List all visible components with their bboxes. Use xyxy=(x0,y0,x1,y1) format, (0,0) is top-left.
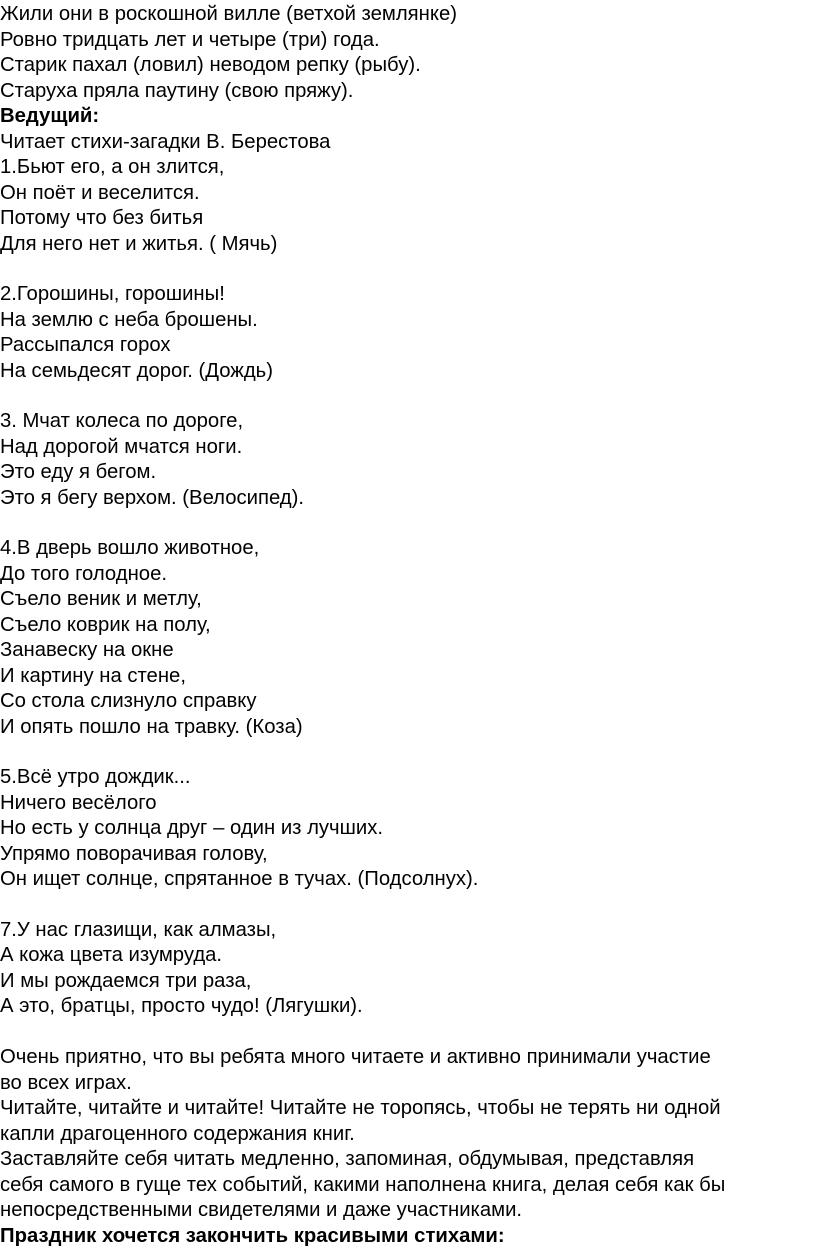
riddle-line: 2.Горошины, горошины! xyxy=(0,283,225,305)
riddle-line: Над дорогой мчатся ноги. xyxy=(0,435,243,458)
riddle-line: Для него нет и житья. ( Мячь) xyxy=(0,232,278,255)
riddle-4 xyxy=(0,536,816,740)
riddle-line: Он ищет солнце, спрятанное в тучах. (Подсолнух). xyxy=(0,868,479,890)
riddle-2 xyxy=(0,282,816,384)
paragraph-gap xyxy=(0,893,816,918)
host-intro: Читает стихи-загадки В. Берестова xyxy=(0,130,331,153)
riddle-line: Со стола слизнуло справку xyxy=(0,690,257,712)
riddle-line: 1.Бьют его, а он злится, xyxy=(0,156,225,178)
riddle-3 xyxy=(0,409,816,511)
paragraph-gap xyxy=(0,257,816,282)
riddle-line: На семьдесят дорог. (Дождь) xyxy=(0,359,274,382)
riddle-line: 4.В дверь вошло животное, xyxy=(0,537,260,559)
closing-line: Читайте, читайте и читайте! Читайте не торопясь, чтобы не терять ни одной xyxy=(0,1097,721,1119)
riddle-line: И мы рождаемся три раза, xyxy=(0,969,252,992)
riddle-7 xyxy=(0,918,816,1020)
riddle-line: Съело коврик на полу, xyxy=(0,613,211,636)
riddle-line: 7.У нас глазищи, как алмазы, xyxy=(0,918,277,941)
riddle-line: До того голодное. xyxy=(0,562,167,585)
riddle-line: Рассыпался горох xyxy=(0,334,171,356)
final-line: Праздник хочется закончить красивыми стихами: xyxy=(0,1224,505,1247)
riddle-line: Это я бегу верхом. (Велосипед). xyxy=(0,486,305,509)
riddle-line: А кожа цвета изумруда. xyxy=(0,944,223,966)
closing-line: капли драгоценного содержания книг. xyxy=(0,1122,355,1145)
riddle-line: Упрямо поворачивая голову, xyxy=(0,842,268,865)
paragraph-gap xyxy=(0,1020,816,1046)
riddle-line: А это, братцы, просто чудо! (Лягушки). xyxy=(0,995,363,1017)
riddle-line: 5.Всё утро дождик... xyxy=(0,766,191,788)
riddle-line: Занавеску на окне xyxy=(0,639,174,661)
paragraph-gap xyxy=(0,384,816,409)
intro-line: Старуха пряла паутину (свою пряжу). xyxy=(0,79,354,102)
closing-line: Заставляйте себя читать медленно, запоминая, обдумывая, представляя xyxy=(0,1148,695,1170)
closing-line: себя самого в гуще тех событий, какими наполнена книга, делая себя как бы xyxy=(0,1173,726,1196)
intro-line: Старик пахал (ловил) неводом репку (рыбу). xyxy=(0,54,421,76)
riddle-line: Съело веник и метлу, xyxy=(0,588,202,610)
riddle-line: Он поёт и веселится. xyxy=(0,181,200,204)
document-page xyxy=(0,2,816,1249)
riddle-1 xyxy=(0,155,816,257)
paragraph-gap xyxy=(0,740,816,765)
riddle-line: Это еду я бегом. xyxy=(0,461,157,483)
riddle-line: Но есть у солнца друг – один из лучших. xyxy=(0,817,383,839)
riddle-line: На землю с неба брошены. xyxy=(0,308,258,331)
paragraph-gap xyxy=(0,511,816,536)
closing-line: Очень приятно, что вы ребята много читаете и активно принимали участие xyxy=(0,1046,711,1068)
riddle-5 xyxy=(0,765,816,893)
riddle-line: И опять пошло на травку. (Коза) xyxy=(0,715,303,738)
closing-line: непосредственными свидетелями и даже участниками. xyxy=(0,1199,523,1221)
riddle-line: Ничего весёлого xyxy=(0,791,157,814)
riddle-line: 3. Мчат колеса по дороге, xyxy=(0,410,244,432)
intro-block xyxy=(0,2,816,104)
host-label: Ведущий: xyxy=(0,105,100,127)
intro-line: Ровно тридцать лет и четыре (три) года. xyxy=(0,28,380,51)
riddle-line: Потому что без битья xyxy=(0,207,204,229)
closing-line: во всех играх. xyxy=(0,1071,132,1094)
intro-line: Жили они в роскошной вилле (ветхой землянке) xyxy=(0,3,457,25)
riddle-line: И картину на стене, xyxy=(0,664,186,687)
closing-block xyxy=(0,1045,816,1224)
